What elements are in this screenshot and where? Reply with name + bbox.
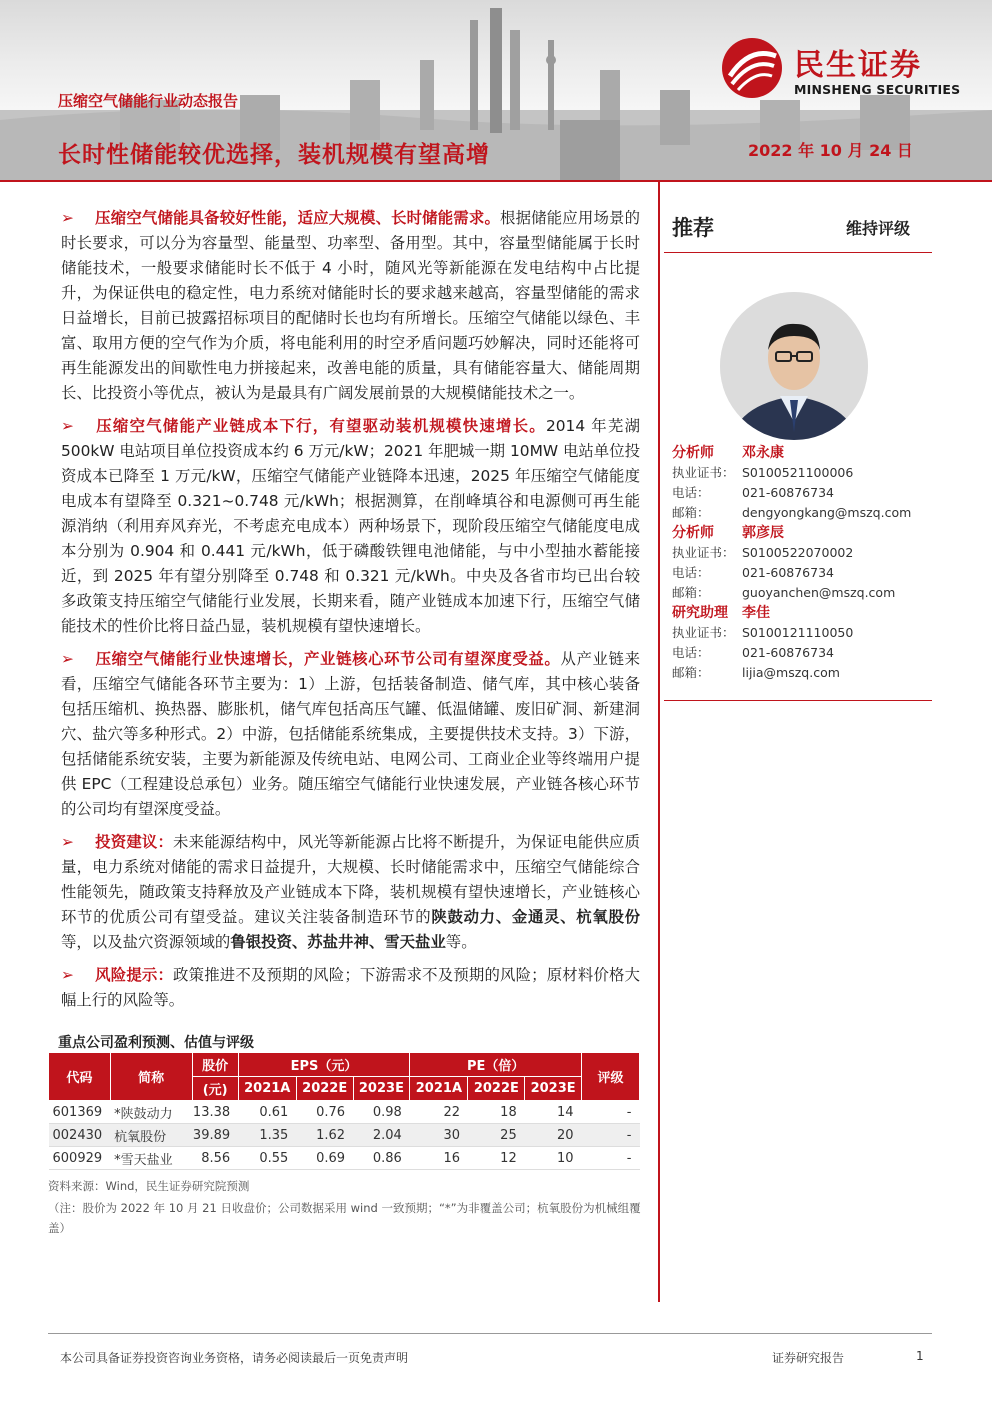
paragraph-industry-chain bbox=[58, 647, 640, 822]
analyst-portrait-image bbox=[720, 292, 868, 440]
cert-number: S0100522070002 bbox=[742, 545, 854, 560]
analyst-card bbox=[672, 523, 932, 603]
analyst-role: 分析师 bbox=[672, 525, 714, 541]
cert-number: S0100121110050 bbox=[742, 625, 854, 640]
phone-label: 电话： bbox=[672, 645, 710, 660]
footer-disclaimer: 本公司具备证券投资咨询业务资格，请务必阅读最后一页免责声明 bbox=[60, 1351, 409, 1365]
paragraph-lead: 投资建议： bbox=[95, 833, 174, 851]
paragraph-text: 政策推进不及预期的风险；下游需求不及预期的风险；原材料价格大幅上行的风险等。 bbox=[61, 966, 640, 1009]
phone-number: 021-60876734 bbox=[742, 645, 834, 660]
table-row bbox=[49, 1124, 640, 1147]
table-title: 重点公司盈利预测、估值与评级 bbox=[58, 1035, 254, 1051]
cell-code: 601369 bbox=[49, 1101, 111, 1124]
paragraph-text-tail: 等。 bbox=[445, 933, 477, 951]
header-code: 代码 bbox=[49, 1053, 111, 1101]
analyst-photo bbox=[720, 292, 868, 440]
cell-rating: - bbox=[582, 1124, 640, 1147]
header-eps: EPS（元） bbox=[238, 1053, 410, 1077]
cell-pe: 18 bbox=[468, 1101, 525, 1124]
header-year: 2023E bbox=[353, 1077, 410, 1101]
cell-name: 杭氧股份 bbox=[110, 1124, 192, 1147]
paragraph-cost bbox=[58, 414, 640, 639]
minsheng-logo-icon bbox=[720, 36, 784, 100]
cell-eps: 0.69 bbox=[296, 1147, 353, 1170]
cell-pe: 10 bbox=[525, 1147, 582, 1170]
header-year: 2023E bbox=[525, 1077, 582, 1101]
paragraph-lead: 压缩空气储能行业快速增长，产业链核心环节公司有望深度受益。 bbox=[95, 650, 561, 668]
analyst-list bbox=[672, 443, 932, 683]
bullet-arrow-icon: ➢ bbox=[61, 209, 74, 227]
header-pe: PE（倍） bbox=[410, 1053, 582, 1077]
bullet-arrow-icon: ➢ bbox=[61, 833, 74, 851]
cell-eps: 0.86 bbox=[353, 1147, 410, 1170]
report-date: 2022 年 10 月 24 日 bbox=[748, 141, 913, 160]
paragraph-text: 从产业链来看，压缩空气储能各环节主要为：1）上游，包括装备制造、储气库，其中核心装备包括压缩机、换热器、膨胀机，储气库包括高压气罐、低温储罐、废旧矿洞、新建洞穴、盐穴等多种形式。2）中游，包括储能系统集成，主要提供技术支持。3）下游，包括储能系统安装，主要为新能源及传统电站、电网公司、工商业企业等终端用户提供 EPC（工程建设总承包）业务。随压缩空气储能行业快速发展，产业链各核心环节的公司均有望深度受益。 bbox=[61, 650, 640, 818]
cert-number: S0100521100006 bbox=[742, 465, 854, 480]
phone-number: 021-60876734 bbox=[742, 565, 834, 580]
logo-text-en: MINSHENG SECURITIES bbox=[794, 82, 961, 97]
header-divider bbox=[0, 180, 992, 182]
bullet-arrow-icon: ➢ bbox=[61, 417, 74, 435]
cell-eps: 1.62 bbox=[296, 1124, 353, 1147]
phone-label: 电话： bbox=[672, 485, 710, 500]
header-rating: 评级 bbox=[582, 1053, 640, 1101]
analyst-role: 研究助理 bbox=[672, 605, 728, 621]
cell-eps: 1.35 bbox=[238, 1124, 296, 1147]
page-number: 1 bbox=[916, 1349, 924, 1363]
cell-eps: 2.04 bbox=[353, 1124, 410, 1147]
rating-label: 维持评级 bbox=[846, 219, 911, 238]
cert-label: 执业证书： bbox=[672, 625, 735, 640]
company-logo bbox=[720, 36, 970, 106]
email-label: 邮箱： bbox=[672, 505, 710, 520]
email-label: 邮箱： bbox=[672, 665, 710, 680]
cell-rating: - bbox=[582, 1147, 640, 1170]
paragraph-lead: 压缩空气储能产业链成本下行，有望驱动装机规模快速增长。 bbox=[95, 417, 546, 435]
email-address[interactable]: dengyongkang@mszq.com bbox=[742, 505, 912, 520]
paragraph-text: 2014 年芜湖 500kW 电站项目单位投资成本约 6 万元/kW；2021 年肥城一期 10MW 电站单位投资成本已降至 1 万元/kW，压缩空气储能产业链降本迅速，2025 年压缩空气储能度电成本有望降至 0.321~0.748 元/kWh；根据测算，在削峰填谷和电源侧可再生能源消纳（利用弃风弃光，不考虑充电成本）两种场景下，现阶段压缩空气储能度电成本分别为 0.904 和 0.441 元/kWh，低于磷酸铁锂电池储能，与中小型抽水蓄能接近，到 2025 年有望分别降至 0.748 和 0.321 元/kWh。中央及各省市均已出台较多政策支持压缩空气储能行业发展，长期来看，随产业链成本加速下行，压缩空气储能技术的性价比将日益凸显，装机规模有望快速增长。 bbox=[61, 417, 640, 635]
table-row bbox=[49, 1101, 640, 1124]
cell-pe: 14 bbox=[525, 1101, 582, 1124]
header-year: 2021A bbox=[410, 1077, 468, 1101]
cell-pe: 16 bbox=[410, 1147, 468, 1170]
cell-price: 13.38 bbox=[192, 1101, 238, 1124]
paragraph-lead: 压缩空气储能具备较好性能，适应大规模、长时储能需求。 bbox=[95, 209, 501, 227]
cell-pe: 25 bbox=[468, 1124, 525, 1147]
header-price: 股价 bbox=[192, 1053, 238, 1077]
footer-divider bbox=[48, 1333, 932, 1334]
earnings-forecast-table bbox=[48, 1052, 640, 1170]
recommended-stocks-2: 鲁银投资、苏盐井神、雪天盐业 bbox=[230, 933, 446, 951]
analyst-card bbox=[672, 603, 932, 683]
email-address[interactable]: lijia@mszq.com bbox=[742, 665, 840, 680]
header-year: 2022E bbox=[296, 1077, 353, 1101]
table-row bbox=[49, 1147, 640, 1170]
recommended-stocks-1: 陕鼓动力、金通灵、杭氧股份 bbox=[431, 908, 640, 926]
email-label: 邮箱： bbox=[672, 585, 710, 600]
cell-pe: 12 bbox=[468, 1147, 525, 1170]
footer-report-type: 证券研究报告 bbox=[772, 1351, 845, 1365]
cell-code: 002430 bbox=[49, 1124, 111, 1147]
paragraph-text-mid: 等，以及盐穴资源领域的 bbox=[61, 933, 231, 951]
paragraph-performance bbox=[58, 206, 640, 406]
bullet-arrow-icon: ➢ bbox=[61, 650, 74, 668]
main-content bbox=[58, 206, 640, 1021]
header-banner bbox=[0, 0, 992, 182]
cell-rating: - bbox=[582, 1101, 640, 1124]
cert-label: 执业证书： bbox=[672, 545, 735, 560]
paragraph-lead: 风险提示： bbox=[95, 966, 174, 984]
cell-pe: 30 bbox=[410, 1124, 468, 1147]
table-source: 资料来源：Wind，民生证券研究院预测 bbox=[48, 1179, 250, 1193]
bullet-arrow-icon: ➢ bbox=[61, 966, 74, 984]
cell-price: 8.56 bbox=[192, 1147, 238, 1170]
paragraph-investment-advice bbox=[58, 830, 640, 955]
cell-pe: 20 bbox=[525, 1124, 582, 1147]
phone-number: 021-60876734 bbox=[742, 485, 834, 500]
phone-label: 电话： bbox=[672, 565, 710, 580]
analyst-divider bbox=[664, 700, 932, 701]
paragraph-risk bbox=[58, 963, 640, 1013]
cell-pe: 22 bbox=[410, 1101, 468, 1124]
report-type: 压缩空气储能行业动态报告 bbox=[58, 92, 239, 110]
cell-price: 39.89 bbox=[192, 1124, 238, 1147]
logo-text-cn: 民生证券 bbox=[794, 48, 922, 83]
analyst-name: 郭彦辰 bbox=[742, 525, 784, 541]
rating-divider bbox=[664, 252, 932, 253]
cell-eps: 0.61 bbox=[238, 1101, 296, 1124]
report-title: 长时性储能较优选择，装机规模有望高增 bbox=[58, 142, 490, 168]
recommend-label: 推荐 bbox=[672, 216, 714, 240]
cert-label: 执业证书： bbox=[672, 465, 735, 480]
header-price-unit: (元) bbox=[192, 1077, 238, 1101]
cell-eps: 0.98 bbox=[353, 1101, 410, 1124]
paragraph-text: 根据储能应用场景的时长要求，可以分为容量型、能量型、功率型、备用型。其中，容量型储能属于长时储能技术，一般要求储能时长不低于 4 小时，随风光等新能源在发电结构中占比提升，为保证供电的稳定性，电力系统对储能时长的要求越来越高，容量型储能的需求日益增长，目前已披露招标项目的配储时长也均有所增长。压缩空气储能以绿色、丰富、取用方便的空气作为介质，将电能利用的时空矛盾问题巧妙解决，同时还能将可再生能源发出的间歇性电力拼接起来，改善电能的质量，具有储能容量大、储能周期长、比投资小等优点，被认为是最具有广阔发展前景的大规模储能技术之一。 bbox=[61, 209, 640, 402]
email-address[interactable]: guoyanchen@mszq.com bbox=[742, 585, 896, 600]
header-year: 2021A bbox=[238, 1077, 296, 1101]
cell-eps: 0.76 bbox=[296, 1101, 353, 1124]
analyst-role: 分析师 bbox=[672, 445, 714, 461]
analyst-name: 李佳 bbox=[742, 605, 770, 621]
cell-eps: 0.55 bbox=[238, 1147, 296, 1170]
analyst-card bbox=[672, 443, 932, 523]
column-divider bbox=[658, 182, 660, 1302]
header-name: 简称 bbox=[110, 1053, 192, 1101]
paragraph-text: 未来能源结构中，风光等新能源占比将不断提升，为保证电能供应质量，电力系统对储能的需求日益提升，大规模、长时储能需求中，压缩空气储能综合性能领先，随政策支持释放及产业链成本下降，装机规模有望快速增长，产业链核心环节的优质公司有望受益。建议关注装备制造环节的 bbox=[61, 833, 640, 926]
cell-name: *陕鼓动力 bbox=[110, 1101, 192, 1124]
header-year: 2022E bbox=[468, 1077, 525, 1101]
cell-name: *雪天盐业 bbox=[110, 1147, 192, 1170]
cell-code: 600929 bbox=[49, 1147, 111, 1170]
table-note: （注：股价为 2022 年 10 月 21 日收盘价；公司数据采用 wind 一致预期；“*”为非覆盖公司；杭氧股份为机械组覆盖） bbox=[48, 1201, 641, 1235]
analyst-name: 邓永康 bbox=[742, 445, 784, 461]
